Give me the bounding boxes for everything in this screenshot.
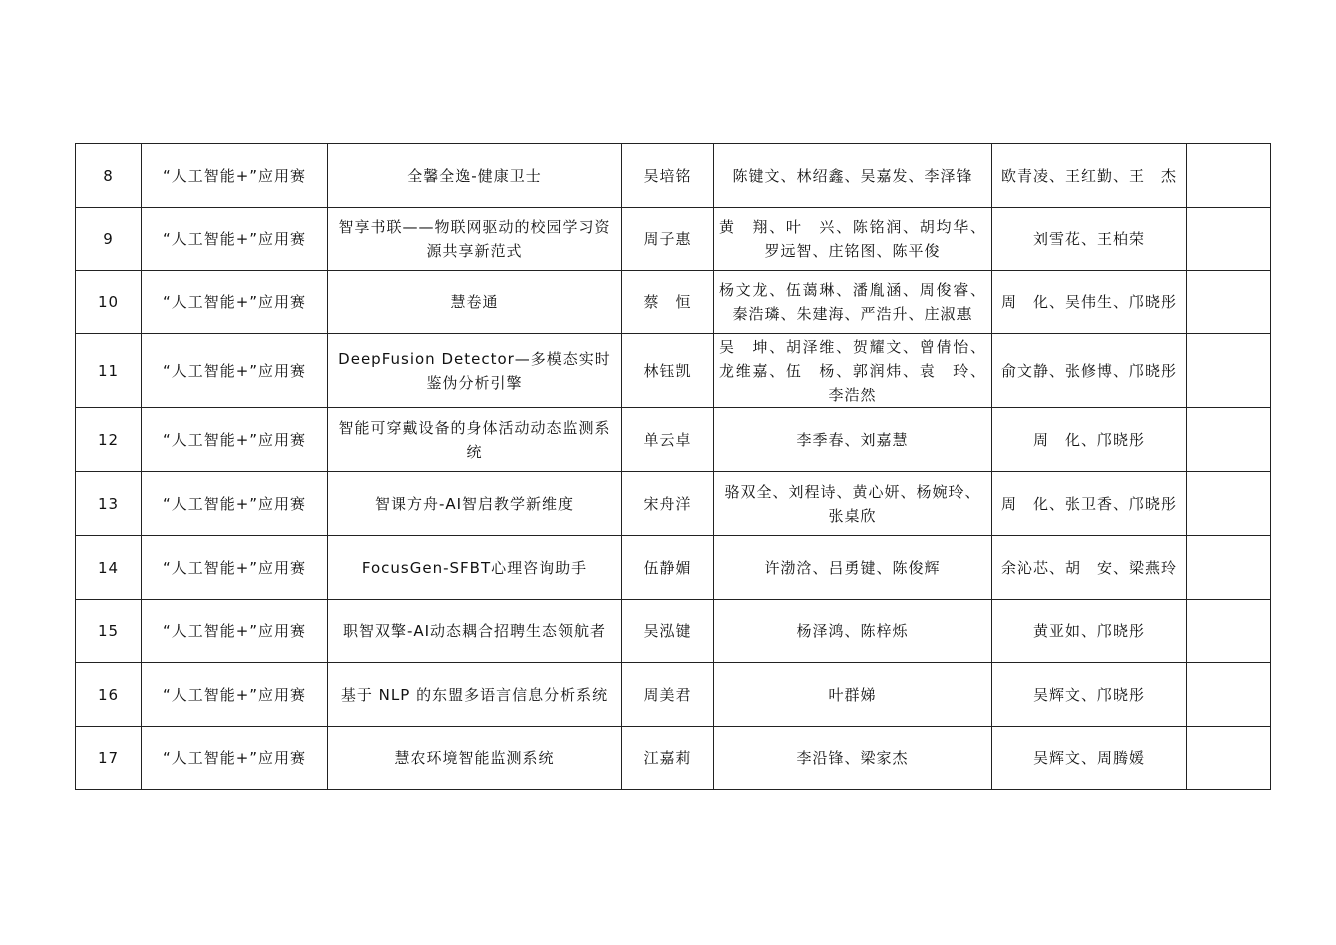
- advisors-cell: 周 化、张卫香、邝晓彤: [992, 472, 1187, 536]
- row-number: 11: [76, 334, 142, 408]
- track-cell: “人工智能+”应用赛: [142, 600, 328, 663]
- advisors-cell: 余沁芯、胡 安、梁燕玲: [992, 536, 1187, 600]
- project-cell: 全馨全逸-健康卫士: [328, 144, 622, 208]
- track-cell: “人工智能+”应用赛: [142, 208, 328, 271]
- leader-cell: 江嘉莉: [622, 727, 714, 790]
- note-cell: [1187, 727, 1271, 790]
- table-row: [76, 208, 1271, 271]
- advisors-cell: 欧青凌、王红勤、王 杰: [992, 144, 1187, 208]
- project-cell: 基于 NLP 的东盟多语言信息分析系统: [328, 663, 622, 727]
- track-cell: “人工智能+”应用赛: [142, 727, 328, 790]
- table-row: [76, 472, 1271, 536]
- row-number: 9: [76, 208, 142, 271]
- leader-cell: 宋舟洋: [622, 472, 714, 536]
- table-row: [76, 334, 1271, 408]
- advisors-cell: 刘雪花、王柏荣: [992, 208, 1187, 271]
- leader-cell: 周子惠: [622, 208, 714, 271]
- members-cell: 骆双全、刘程诗、黄心妍、杨婉玲、张桌欣: [714, 472, 992, 536]
- row-number: 8: [76, 144, 142, 208]
- members-cell: 黄 翔、叶 兴、陈铭润、胡均华、罗远智、庄铭图、陈平俊: [714, 208, 992, 271]
- leader-cell: 伍静媚: [622, 536, 714, 600]
- advisors-cell: 黄亚如、邝晓彤: [992, 600, 1187, 663]
- members-cell: 陈键文、林绍鑫、吴嘉发、李泽锋: [714, 144, 992, 208]
- row-number: 13: [76, 472, 142, 536]
- row-number: 17: [76, 727, 142, 790]
- row-number: 14: [76, 536, 142, 600]
- track-cell: “人工智能+”应用赛: [142, 408, 328, 472]
- advisors-cell: 俞文静、张修博、邝晓彤: [992, 334, 1187, 408]
- advisors-cell: 周 化、邝晓彤: [992, 408, 1187, 472]
- project-cell: DeepFusion Detector—多模态实时鉴伪分析引擎: [328, 334, 622, 408]
- track-cell: “人工智能+”应用赛: [142, 536, 328, 600]
- leader-cell: 单云卓: [622, 408, 714, 472]
- project-cell: 智享书联——物联网驱动的校园学习资源共享新范式: [328, 208, 622, 271]
- project-cell: 职智双擎-AI动态耦合招聘生态领航者: [328, 600, 622, 663]
- leader-cell: 蔡 恒: [622, 271, 714, 334]
- note-cell: [1187, 208, 1271, 271]
- table-row: [76, 536, 1271, 600]
- note-cell: [1187, 600, 1271, 663]
- row-number: 16: [76, 663, 142, 727]
- table-row: [76, 408, 1271, 472]
- project-cell: 智能可穿戴设备的身体活动动态监测系统: [328, 408, 622, 472]
- project-cell: 智课方舟-AI智启教学新维度: [328, 472, 622, 536]
- table-row: [76, 144, 1271, 208]
- track-cell: “人工智能+”应用赛: [142, 334, 328, 408]
- track-cell: “人工智能+”应用赛: [142, 472, 328, 536]
- advisors-cell: 吴辉文、周腾媛: [992, 727, 1187, 790]
- table-row: [76, 663, 1271, 727]
- award-table: [75, 143, 1271, 790]
- advisors-cell: 周 化、吴伟生、邝晓彤: [992, 271, 1187, 334]
- note-cell: [1187, 144, 1271, 208]
- members-cell: 叶群娣: [714, 663, 992, 727]
- note-cell: [1187, 472, 1271, 536]
- track-cell: “人工智能+”应用赛: [142, 663, 328, 727]
- leader-cell: 林钰凯: [622, 334, 714, 408]
- track-cell: “人工智能+”应用赛: [142, 144, 328, 208]
- members-cell: 许渤浛、吕勇键、陈俊辉: [714, 536, 992, 600]
- leader-cell: 周美君: [622, 663, 714, 727]
- table-body: [76, 144, 1271, 790]
- leader-cell: 吴泓键: [622, 600, 714, 663]
- project-cell: 慧农环境智能监测系统: [328, 727, 622, 790]
- note-cell: [1187, 536, 1271, 600]
- leader-cell: 吴培铭: [622, 144, 714, 208]
- note-cell: [1187, 408, 1271, 472]
- row-number: 12: [76, 408, 142, 472]
- members-cell: 李季春、刘嘉慧: [714, 408, 992, 472]
- row-number: 10: [76, 271, 142, 334]
- project-cell: FocusGen-SFBT心理咨询助手: [328, 536, 622, 600]
- track-cell: “人工智能+”应用赛: [142, 271, 328, 334]
- table-row: [76, 271, 1271, 334]
- note-cell: [1187, 663, 1271, 727]
- note-cell: [1187, 271, 1271, 334]
- note-cell: [1187, 334, 1271, 408]
- members-cell: 杨文龙、伍蔼琳、潘胤涵、周俊睿、秦浩璘、朱建海、严浩升、庄淑惠: [714, 271, 992, 334]
- advisors-cell: 吴辉文、邝晓彤: [992, 663, 1187, 727]
- row-number: 15: [76, 600, 142, 663]
- members-cell: 李沿锋、梁家杰: [714, 727, 992, 790]
- table-row: [76, 600, 1271, 663]
- project-cell: 慧卷通: [328, 271, 622, 334]
- members-cell: 杨泽鸿、陈梓烁: [714, 600, 992, 663]
- members-cell: 吴 坤、胡泽维、贺耀文、曾倩怡、龙维嘉、伍 杨、郭润炜、袁 玲、李浩然: [714, 334, 992, 408]
- table-row: [76, 727, 1271, 790]
